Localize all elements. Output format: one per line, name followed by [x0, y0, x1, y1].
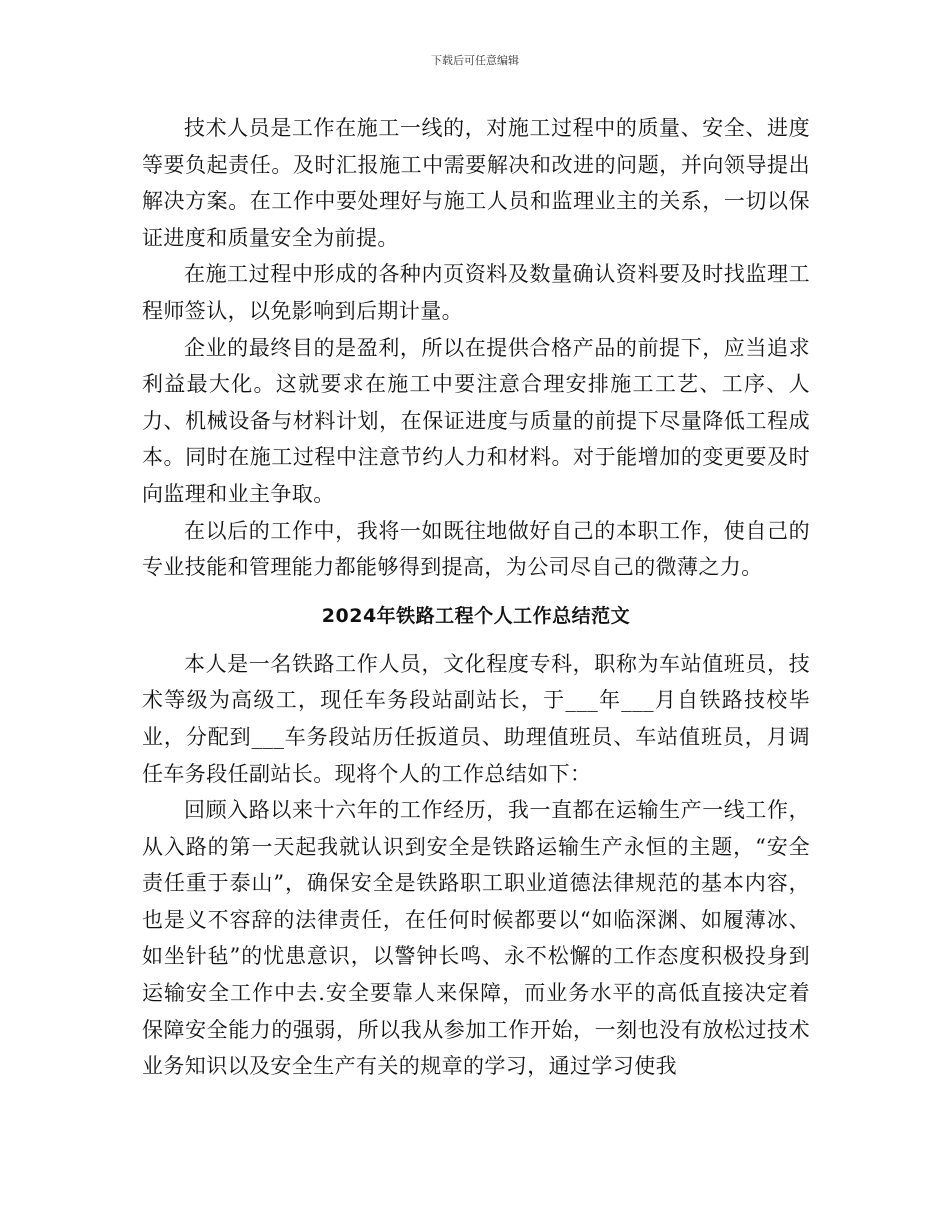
paragraph-work-review: 回顾入路以来十六年的工作经历，我一直都在运输生产一线工作，从入路的第一天起我就认识到安全是铁路运输生产永恒的主题，“安全责任重于泰山”，确保安全是铁路职工职业道德法律规范的基本内容，也是义不容辞的法律责任，在任何时候都要以“如临深渊、如履薄冰、如坐针毡”的忧患意识，以警钟长鸣、永不松懈的工作态度积极投身到运输安全工作中去.安全要靠人来保障，而业务水平的高低直接决定着保障安全能力的强弱，所以我从参加工作开始，一刻也没有放松过技术业务知识以及安全生产有关的规章的学习，通过学习使我 [142, 798, 810, 1079]
section-title: 2024年铁路工程个人工作总结范文 [321, 604, 631, 627]
paragraph-self-introduction: 本人是一名铁路工作人员，文化程度专科，职称为车站值班员，技术等级为高级工，现任车务段站副站长，于___年___月自铁路技校毕业，分配到___车务段站历任扳道员、助理值班员、车站值班员，月调任车务段任副站长。现将个人的工作总结如下： [142, 651, 810, 786]
paragraph-tech-staff-duties: 技术人员是工作在施工一线的，对施工过程中的质量、安全、进度等要负起责任。及时汇报施工中需要解决和改进的问题，并向领导提出解决方案。在工作中要处理好与施工人员和监理业主的关系，一切以保证进度和质量安全为前提。 [142, 116, 810, 250]
paragraph-future-work: 在以后的工作中，我将一如既往地做好自己的本职工作，使自己的专业技能和管理能力都能够得到提高，为公司尽自己的微薄之力。 [142, 518, 810, 580]
document-body [142, 110, 810, 1085]
paragraph-profit-goal: 企业的最终目的是盈利，所以在提供合格产品的前提下，应当追求利益最大化。这就要求在施工中要注意合理安排施工工艺、工序、人力、机械设备与材料计划，在保证进度与质量的前提下尽量降低工程成本。同时在施工过程中注意节约人力和材料。对于能增加的变更要及时向监理和业主争取。 [142, 335, 810, 506]
page-header: 下载后可任意编辑 [431, 54, 519, 67]
paragraph-records-signoff: 在施工过程中形成的各种内页资料及数量确认资料要及时找监理工程师签认，以免影响到后期计量。 [142, 262, 810, 323]
